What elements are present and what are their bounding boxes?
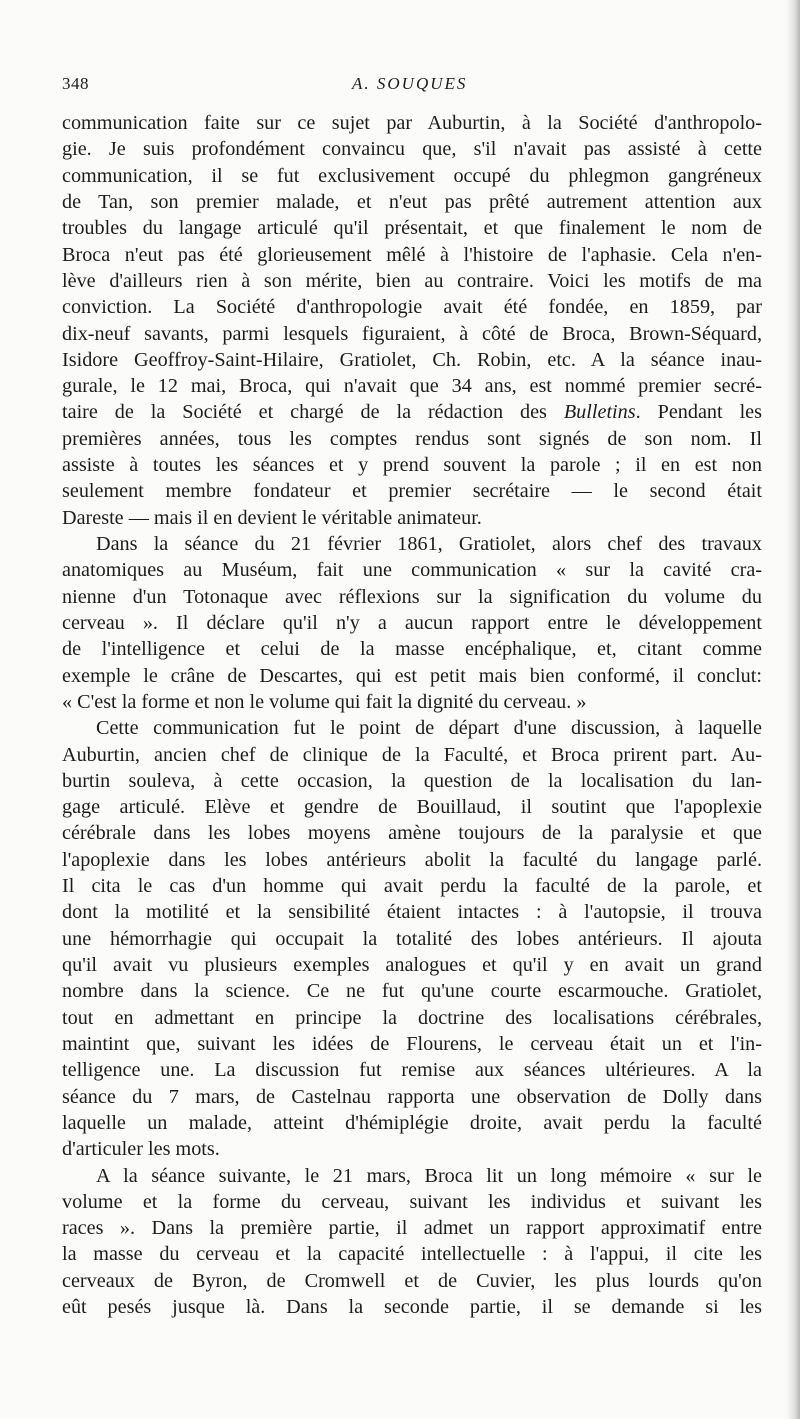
text-line: seulement membre fondateur et premier secrétaire — le second était — [62, 480, 762, 503]
text-line: l'apoplexie dans les lobes antérieurs abolit la faculté du langage parlé. — [62, 848, 762, 871]
text-line: Il cita le cas d'un homme qui avait perdu la faculté de la parole, et — [62, 875, 762, 898]
paragraph-first-line: Dans la séance du 21 février 1861, Gratiolet, alors chef des travaux — [96, 533, 762, 555]
text-line: premières années, tous les comptes rendus sont signés de son nom. Il — [62, 427, 762, 450]
text-line: cerveau ». Il déclare qu'il n'y a aucun rapport entre le développement — [62, 611, 762, 634]
text-line: exemple le crâne de Descartes, qui est petit mais bien conformé, il conclut: — [62, 664, 762, 687]
text-line: Auburtin, ancien chef de clinique de la Faculté, et Broca prirent part. Au- — [62, 743, 762, 766]
text-line: volume et la forme du cerveau, suivant les individus et suivant les — [62, 1190, 762, 1213]
paragraph-first-line: Cette communication fut le point de départ d'une discussion, à laquelle — [96, 717, 762, 740]
text-line: burtin souleva, à cette occasion, la question de la localisation du lan- — [62, 769, 762, 792]
text-line: cerveaux de Byron, de Cromwell et de Cuvier, les plus lourds qu'on — [62, 1269, 762, 1292]
text-line: gage articulé. Elève et gendre de Bouillaud, il soutint que l'apoplexie — [62, 796, 762, 819]
text-line: eût pesés jusque là. Dans la seconde partie, il se demande si les — [62, 1296, 762, 1319]
text-line: conviction. La Société d'anthropologie avait été fondée, en 1859, par — [62, 296, 762, 319]
text-line: Broca n'eut pas été glorieusement mêlé à l'histoire de l'aphasie. Cela n'en- — [62, 243, 762, 266]
journal-title: Bulletins — [563, 401, 636, 424]
text-line: taire de la Société et chargé de la rédaction des Bulletins. Pendant les — [62, 401, 762, 424]
text-line: laquelle un malade, atteint d'hémiplégie droite, avait perdu la faculté — [62, 1111, 762, 1134]
text-line: « C'est la forme et non le volume qui fait la dignité du cerveau. » — [62, 690, 587, 713]
text-line: gie. Je suis profondément convaincu que, s'il n'avait pas assisté à cette — [62, 138, 762, 161]
text-line: lève d'ailleurs rien à son mérite, bien au contraire. Voici les motifs de ma — [62, 269, 762, 292]
page-header — [62, 74, 762, 96]
text-line: communication, il se fut exclusivement occupé du phlegmon gangréneux — [62, 164, 762, 187]
text-line: de l'intelligence et celui de la masse encéphalique, et, citant comme — [62, 638, 762, 661]
text-line: séance du 7 mars, de Castelnau rapporta une observation de Dolly dans — [62, 1085, 762, 1108]
text-line: une hémorrhagie qui occupait la totalité des lobes antérieurs. Il ajouta — [62, 927, 762, 950]
body-text — [62, 110, 762, 1320]
text-line: maintint que, suivant les idées de Flourens, le cerveau était un et l'in- — [62, 1032, 762, 1055]
text-line: tout en admettant en principe la doctrine des localisations cérébrales, — [62, 1006, 762, 1029]
text-line: anatomiques au Muséum, fait une communication « sur la cavité cra- — [62, 559, 762, 582]
text-line: telligence une. La discussion fut remise aux séances ultérieures. A la — [62, 1059, 762, 1082]
text-line: gurale, le 12 mai, Broca, qui n'avait que 34 ans, est nommé premier secré- — [62, 375, 762, 398]
text-line: d'articuler les mots. — [62, 1138, 220, 1161]
text-line: dont la motilité et la sensibilité étaient intactes : à l'autopsie, il trouva — [62, 901, 762, 924]
paragraph-first-line: A la séance suivante, le 21 mars, Broca lit un long mémoire « sur le — [96, 1164, 762, 1187]
text-line: nienne d'un Totonaque avec réflexions sur la signification du volume du — [62, 585, 762, 608]
text-line: races ». Dans la première partie, il admet un rapport approximatif entre — [62, 1217, 762, 1240]
text-line: assiste à toutes les séances et y prend souvent la parole ; il en est non — [62, 454, 762, 477]
text-line: troubles du langage articulé qu'il présentait, et que finalement le nom de — [62, 217, 762, 240]
text-line: dix-neuf savants, parmi lesquels figuraient, à côté de Broca, Brown-Séquard, — [62, 322, 762, 345]
page-number: 348 — [62, 74, 89, 93]
text-line: nombre dans la science. Ce ne fut qu'une courte escarmouche. Gratiolet, — [62, 980, 762, 1003]
text-line: communication faite sur ce sujet par Auburtin, à la Société d'anthropolo- — [62, 112, 762, 134]
text-line: Isidore Geoffroy-Saint-Hilaire, Gratiolet, Ch. Robin, etc. A la séance inau- — [62, 348, 762, 371]
text-line: qu'il avait vu plusieurs exemples analogues et qu'il y en avait un grand — [62, 954, 762, 976]
text-line: la masse du cerveau et la capacité intellectuelle : à l'appui, il cite les — [62, 1243, 762, 1266]
text-line: cérébrale dans les lobes moyens amène toujours de la paralysie et que — [62, 822, 762, 845]
page-gutter-shadow — [786, 0, 800, 1419]
text-line: Dareste — mais il en devient le véritable animateur. — [62, 506, 482, 529]
running-head: A. SOUQUES — [352, 74, 468, 93]
text-line: de Tan, son premier malade, et n'eut pas prêté autrement attention aux — [62, 190, 762, 213]
